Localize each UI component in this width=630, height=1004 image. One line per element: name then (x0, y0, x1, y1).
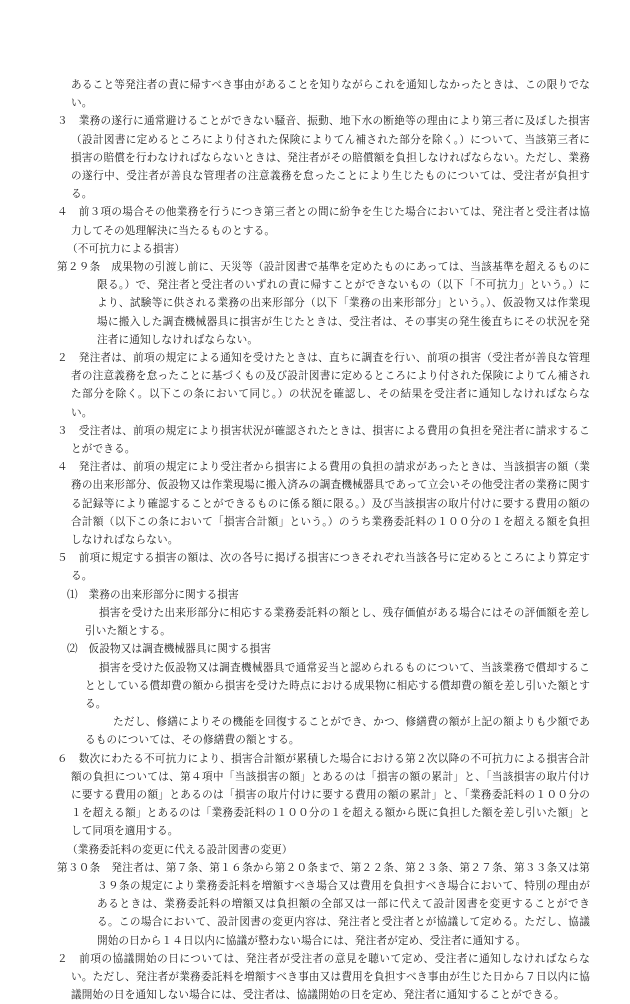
paragraph: 損害を受けた仮設物又は調査機械器具で通常妥当と認められるものについて、当該業務で償却することとしている償却費の額から損害を受けた時点における成果物に相応する償却費の額を差し引いた額とする。 (85, 661, 590, 710)
paragraph: ⑴ 業務の出来形部分に関する損害 (67, 588, 239, 601)
paragraph: 損害を受けた出来形部分に相応する業務委託料の額とし、残存価値がある場合にはその評価額を差し引いた額とする。 (85, 606, 590, 638)
paragraph: ２ 発注者は、前項の規定による通知を受けたときは、直ちに調査を行い、前項の損害（受注者が善良な管理者の注意義務を怠ったことに基づくもの及び設計図書に定めるところにより付された保険によりてん補された部分を除く。以下この条において同じ。）の状況を確認し、その結果を受注者に通知しなければならない。 (57, 352, 590, 419)
paragraph: あること等発注者の責に帰すべき事由があることを知りながらこれを通知しなかったときは、この限りでない。 (71, 79, 590, 110)
paragraph: ３ 業務の遂行に通常避けることができない騒音、振動、地下水の断絶等の理由により第三者に及ぼした損害（設計図書に定めるところにより付された保険によりてん補された部分を除く。）について、当該第三者に損害の賠償を行わなければならないときは、発注者がその賠償額を負担しなければならない。ただし、業務の遂行中、受注者が善良な管理者の注意義務を怠ったことにより生じたものについては、受注者が負担する。 (57, 115, 590, 201)
paragraph: ⑵ 仮設物又は調査機械器具に関する損害 (67, 643, 272, 656)
paragraph: ４ 前３項の場合その他業務を行うにつき第三者との間に紛争を生じた場合においては、発注者と受注者は協力してその処理解決に当たるものとする。 (57, 206, 590, 237)
paragraph: ４ 発注者は、前項の規定により受注者から損害による費用の負担の請求があったときは、当該損害の額（業務の出来形部分、仮設物又は作業現場に搬入済みの調査機械器具であって立会いその他受注者の業務に関する記録等により確認することができるものに係る額に限る。）及び当該損害の取片付けに要する費用の額の合計額（以下この条において「損害合計額」という。）のうち業務委託料の１００分の１を超える額を負担しなければならない。 (57, 461, 590, 547)
paragraph: 第２９条 成果物の引渡し前に、天災等（設計図書で基準を定めたものにあっては、当該基準を超えるものに限る。）で、発注者と受注者のいずれの責に帰すことができないもの（以下「不可抗力」という。）により、試験等に供される業務の出来形部分（以下「業務の出来形部分」という。）、仮設物又は作業現場に搬入した調査機械器具に損害が生じたときは、受注者は、その事実の発生後直ちにその状況を発注者に通知しなければならない。 (57, 261, 590, 346)
paragraph: ６ 数次にわたる不可抗力により、損害合計額が累積した場合における第２次以降の不可抗力による損害合計額の負担については、第４項中「当該損害の額」とあるのは「損害の額の累計」と、「当該損害の取片付けに要する費用の額」とあるのは「損害の取片付けに要する費用の額の累計」と、「業務委託料の１００分の１を超える額」とあるのは「業務委託料の１００分の１を超える額から既に負担した額を差し引いた額」として同項を適用する。 (57, 752, 590, 838)
paragraph: ただし、修繕によりその機能を回復することができ、かつ、修繕費の額が上記の額よりも少額であるものについては、その修繕費の額とする。 (85, 716, 590, 747)
paragraph: ５ 前項に規定する損害の額は、次の各号に掲げる損害につきそれぞれ当該各号に定めるところにより算定する。 (57, 552, 590, 583)
paragraph: ２ 前項の協議開始の日については、発注者が受注者の意見を聴いて定め、受注者に通知しなければならない。ただし、発注者が業務委託料を増額すべき事由又は費用を負担すべき事由が生じた日から７日以内に協議開始の日を通知しない場合には、受注者は、協議開始の日を定め、発注者に通知することができる。 (57, 952, 590, 1002)
article-caption: （業務委託料の変更に代える設計図書の変更） (67, 843, 293, 856)
document-body (57, 76, 590, 1004)
paragraph: 第３０条 発注者は、第７条、第１６条から第２０条まで、第２２条、第２３条、第２７条、第３３条又は第３９条の規定により業務委託料を増額すべき場合又は費用を負担すべき場合において、特別の理由があるときは、業務委託料の増額又は負担額の全部又は一部に代えて設計図書を変更することができる。この場合において、設計図書の変更内容は、発注者と受注者とが協議して定める。ただし、協議開始の日から１４日以内に協議が整わない場合には、発注者が定め、受注者に通知する。 (57, 861, 590, 947)
paragraph: ３ 受注者は、前項の規定により損害状況が確認されたときは、損害による費用の負担を発注者に請求することができる。 (57, 424, 590, 456)
article-caption: （不可抗力による損害） (67, 242, 186, 255)
